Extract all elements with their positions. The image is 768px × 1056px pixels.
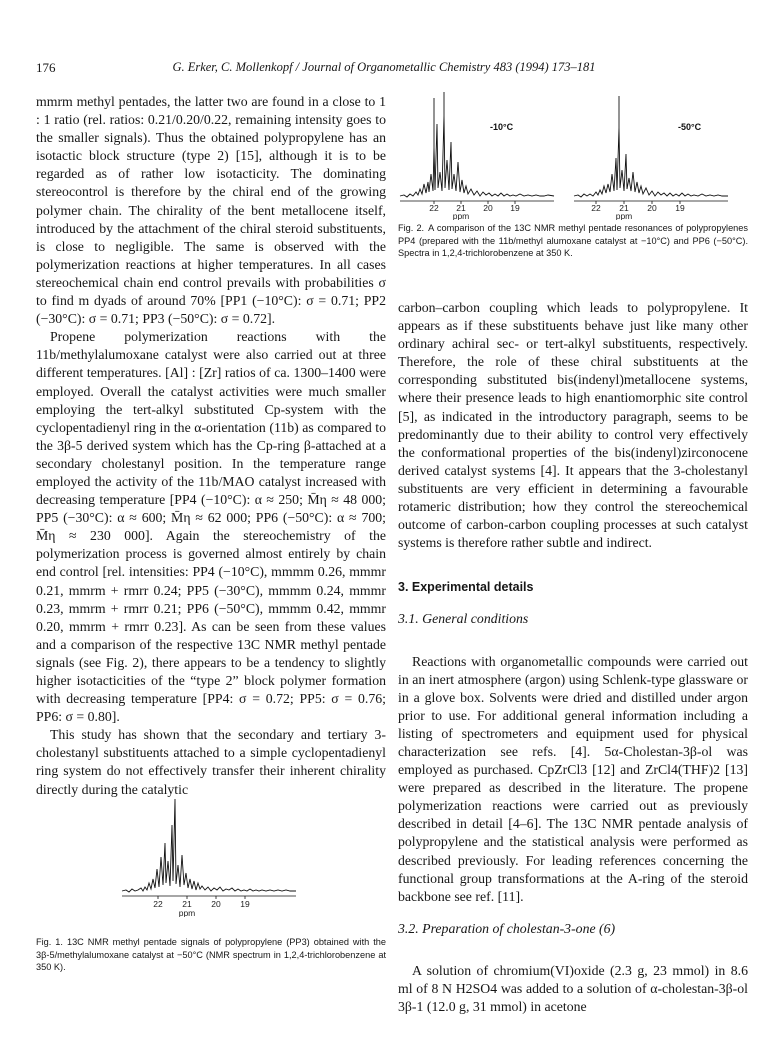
tick-label: 19 — [675, 203, 685, 213]
tick-label: 21 — [619, 203, 629, 213]
tick-label: 21 — [182, 899, 192, 909]
paragraph: carbon–carbon coupling which leads to polypropylene. It appears as if these substituents behave just like many other ordinary achiral sec- or tert-alkyl substituents, respectively. Therefore, the role of these chiral substituents at the corresponding substituted bis(indenyl)metallocene systems, where their presence leads to high enantiomorphic site control [5], as indicated in the introductory paragraph, seems to be predominantly due to their ability to control very effectively the conformational properties of the bis(indenyl)zirconocene derived catalyst systems [4]. It appears that the 3-cholestanyl substituents are very efficient in determining a favourable rotameric distribution; how they control the stereochemical outcome of carbon-carbon coupling processes at such catalyst systems is therefore rather subtle and indirect. — [398, 300, 748, 551]
tick-label: 20 — [211, 899, 221, 909]
page-header — [0, 60, 768, 80]
tick-label: 19 — [240, 899, 250, 909]
page-number: 176 — [36, 60, 56, 75]
subsection-heading: 3.2. Preparation of cholestan-3-one (6) — [398, 920, 616, 936]
figure-1-caption — [36, 936, 386, 974]
nmr-spectra-comparison — [398, 88, 750, 220]
axis-unit: ppm — [452, 211, 470, 220]
left-column — [36, 93, 386, 799]
caption-text: A comparison of the 13C NMR methyl pentade resonances of polypropylenes PP4 (prepared with the 11b/methyl alumoxane catalyst at −10°C) and PP6 (−50°C). Spectra in 1,2,4-trichlorobenzene at 350 K. — [398, 223, 748, 259]
caption-label: Fig. 1. — [36, 937, 63, 947]
paragraph: Reactions with organometallic compounds were carried out in an inert atmosphere (argon) using Schlenk-type glassware or in a glove box. Solvents were dried and distilled under argon prior to use. For additional general information including a listing of spectrometers and equipment used for physical characterization see refs. [4]. 5α-Cholestan-3β-ol was employed as purchased. CpZrCl3 [12] and ZrCl4(THF)2 [13] were prepared as described in the literature. The propene polymerization reactions were carried out as previously described in detail [4–6]. The 13C NMR pentade analysis of polypropylene and the statistical analysis were performed as described previously. For leading references concerning the functional group transformations at the A-ring of the steroid backbone see ref. [11]. — [398, 653, 748, 904]
axis-unit: ppm — [178, 908, 196, 917]
tick-label: 22 — [591, 203, 601, 213]
figure-2-spectra — [398, 88, 750, 220]
tick-label: 22 — [153, 899, 163, 909]
caption-text: 13C NMR methyl pentade signals of polypropylene (PP3) obtained with the 3β-5/methylalumoxane catalyst at −50°C (NMR spectrum in 1,2,4-trichlorobenzene at 350 K). — [36, 937, 387, 973]
figure-2-caption — [398, 222, 748, 260]
section-heading: 3. Experimental details — [398, 580, 534, 595]
caption-label: Fig. 2. — [398, 223, 425, 233]
figure-1-spectrum — [120, 795, 300, 917]
tick-label: 20 — [483, 203, 493, 213]
right-column — [398, 299, 748, 1016]
paragraph: mmrm methyl pentades, the latter two are found in a close to 1 : 1 ratio (rel. ratios: 0.21/0.20/0.22, remaining intensity goes to the smaller signals). Thus the obtained polypropylene has an isotactic block structure (type 2) [15], although it is to be regarded as of rather low isotacticity. The dominating stereocontrol is therefore by the chiral end of the growing polymer chain. The chirality of the bent metallocene itself, introduced by the attachment of the chiral steroid substituents, is close to negligible. The same is observed with the polymerization reactions at higher temperatures. In all cases stereochemical chain end control prevails with probabilities σ to find m dyads of around 70% [PP1 (−10°C): σ = 0.71; PP2 (−30°C): σ = 0.71; PP3 (−50°C): σ = 0.72]. — [36, 94, 386, 327]
tick-label: 22 — [429, 203, 439, 213]
nmr-spectrum — [120, 795, 300, 917]
tick-label: 19 — [510, 203, 520, 213]
tick-label: 21 — [456, 203, 466, 213]
subsection-heading: 3.1. General conditions — [398, 611, 529, 627]
spectrum-label-right: -50°C — [678, 122, 702, 132]
axis-unit: ppm — [615, 211, 633, 220]
paragraph: A solution of chromium(VI)oxide (2.3 g, 23 mmol) in 8.6 ml of 8 N H2SO4 was added to a solution of α-cholestan-3β-ol 3β-1 (12.0 g, 31 mmol) in acetone — [398, 962, 748, 1015]
paragraph: Propene polymerization reactions with the 11b/methylalumoxane catalyst were also carried out at three different temperatures. [Al] : [Zr] ratios of ca. 1300–1400 were employed. Overall the catalyst activities were much smaller employing the tert-alkyl substituted Cp-system with the cyclopentadienyl ring in the α-orientation (11b) as compared to the 3β-5 derived system which has the Cp-ring β-attached at a secondary cholestanyl position. In the temperature range employed the activity of the 11b/MAO catalyst increased with decreasing temperature [PP4 (−10°C): α ≈ 250; M̄η ≈ 48 000; PP5 (−30°C): α ≈ 600; M̄η ≈ 62 000; PP6 (−50°C): α ≈ 700; M̄η ≈ 230 000]. Again the stereochemistry of the polymerization process is governed almost entirely by chain end control [rel. intensities: PP4 (−10°C), mmmm 0.26, mmmr 0.21, mmrm + rmrr 0.24; PP5 (−30°C), mmmm 0.24, mmmr 0.23, mmrm + rmrr 0.21; PP6 (−50°C), mmmm 0.42, mmmr 0.20, mmrm + rmrr 0.23]. As can be seen from these values and a comparison of the respective 13C NMR methyl pentade signals (see Fig. 2), there appears to be a tendency to slightly higher isotacticities of the “type 2” block polymer formation with decreasing temperature [PP4: σ = 0.72; PP5: σ = 0.76; PP6: σ = 0.80]. — [36, 329, 386, 725]
tick-label: 20 — [647, 203, 657, 213]
running-title: G. Erker, C. Mollenkopf / Journal of Organometallic Chemistry 483 (1994) 173–181 — [172, 60, 596, 74]
spectrum-label-left: -10°C — [490, 122, 514, 132]
paragraph: This study has shown that the secondary and tertiary 3-cholestanyl substituents attached to a simple cyclopentadienyl ring system do not effectively transfer their inherent chirality directly during the catalytic — [36, 727, 386, 797]
